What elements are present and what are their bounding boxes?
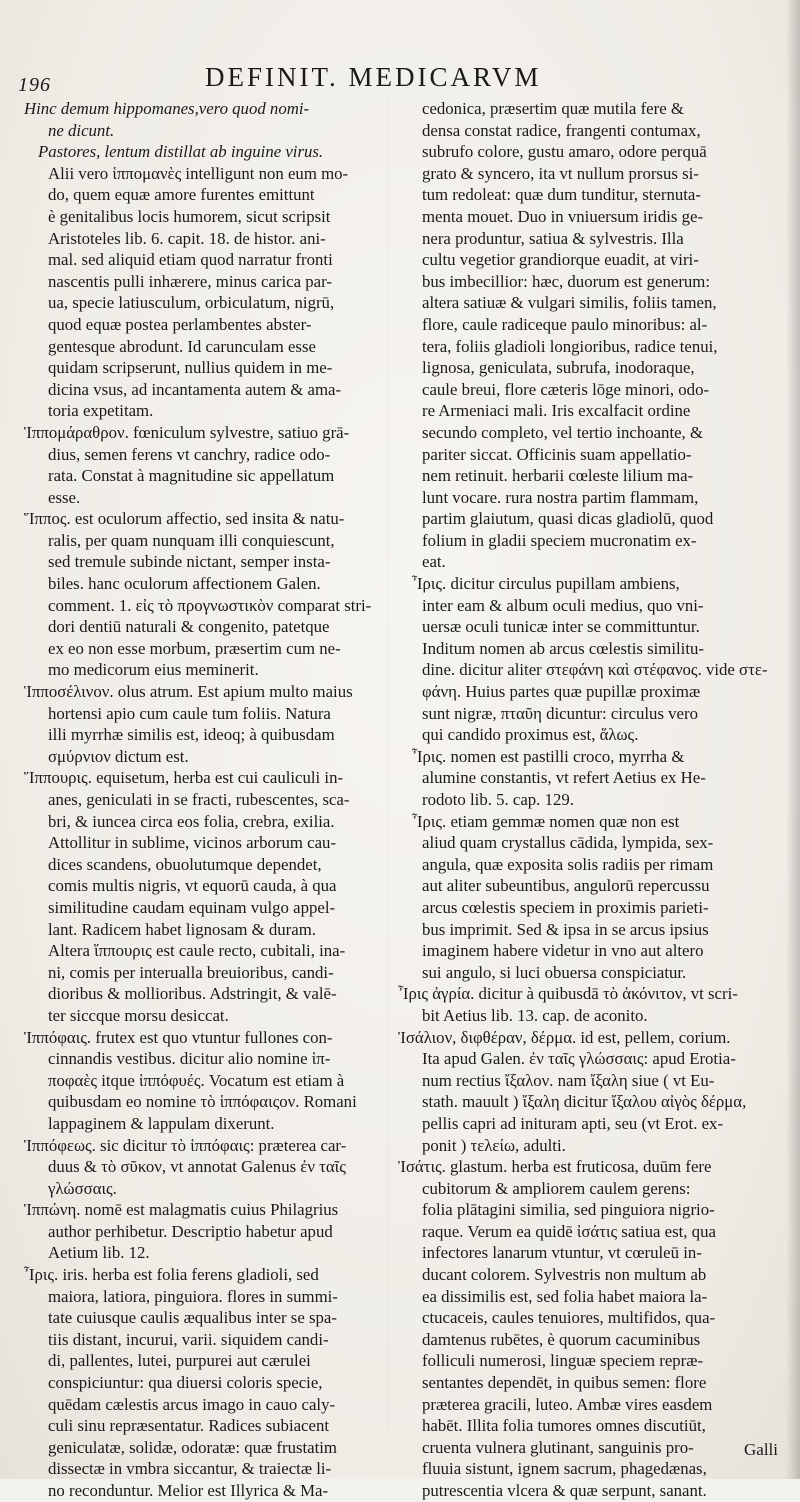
text-line: ctucaceis, caules tenuiores, multifidos, qua- <box>422 1308 716 1328</box>
text-line: Ἱππόφεως. sic dicitur τὸ ἱππόφαις: præterea car- <box>24 1135 347 1155</box>
text-line: ralis, per quam nunquam illi conquiescunt, <box>48 530 335 550</box>
text-line: Ita apud Galen. ἐν ταῖς γλώσσαις: apud Erotia- <box>422 1049 736 1069</box>
text-line: rata. Constat à magnitudine sic appellatum <box>48 466 335 486</box>
text-line: toria expetitam. <box>48 401 154 421</box>
text-line: quidam scripserunt, nullius quidem in me- <box>48 358 333 378</box>
text-line: nera produntur, satiua & sylvestris. Illa <box>422 228 684 248</box>
text-line: aliud quam crystallus cādida, lympida, sex- <box>422 833 714 853</box>
text-line: re Armeniaci mali. Iris excalfacit ordine <box>422 401 691 421</box>
text-line: præterea gracili, luteo. Ambæ vires easdem <box>422 1394 713 1414</box>
text-line: culi sinu repræsentatur. Radices subiacent <box>48 1416 330 1436</box>
text-line: quibusdam eo nomine τὸ ἱππόφαιςον. Romani <box>48 1092 357 1112</box>
text-line: sentantes dependēt, in quibus semen: flore <box>422 1373 707 1393</box>
text-line: lignosa, geniculata, subrufa, inodoraque, <box>422 358 695 378</box>
text-line: Ἵππουρις. equisetum, herba est cui cauliculi in- <box>24 768 344 788</box>
text-line: ποφαὲς itque ἱππόφυές. Vocatum est etiam à <box>48 1070 345 1090</box>
text-line: dices scandens, obuolutumque dependet, <box>48 854 322 874</box>
text-line: dori dentiū naturali & congenito, patetque <box>48 617 330 637</box>
text-line: flore, caule radiceque paulo minoribus: al- <box>422 314 708 334</box>
text-line: Aetium lib. 12. <box>48 1243 150 1263</box>
text-line: Ἵππος. est oculorum affectio, sed insita & natu- <box>24 509 345 529</box>
text-line: nascentis pulli inhærere, minus carica par- <box>48 271 332 291</box>
text-line: illi myrrhæ similis est, ideoq; à quibusdam <box>48 725 335 745</box>
text-line: γλώσσαις. <box>48 1178 117 1198</box>
page-number: 196 <box>18 74 51 96</box>
text-line: Alii vero ἱππομανὲς intelligunt non eum mo- <box>48 163 349 183</box>
text-line: Ἱππόφαις. frutex est quo vtuntur fullones con- <box>24 1027 333 1047</box>
text-line: bit Aetius lib. 13. cap. de aconito. <box>422 1005 648 1025</box>
text-line: cubitorum & ampliorem caulem gerens: <box>422 1178 691 1198</box>
text-line: φάνη. Huius partes quæ pupillæ proximæ <box>422 682 701 702</box>
text-line: nem retinuit. herbarii cœleste lilium ma- <box>422 466 694 486</box>
text-line: ponit ) τελείω, adulti. <box>422 1135 566 1155</box>
text-line: lant. Radicem habet lignosam & duram. <box>48 919 316 939</box>
text-line: ua, specie latiusculum, orbiculatum, nigrū, <box>48 293 335 313</box>
text-line: Ἶρις. iris. herba est folia ferens gladioli, sed <box>24 1265 319 1285</box>
column-gutter <box>388 98 389 1428</box>
text-line: raque. Verum ea quidē ἰσάτις satiua est, qua <box>422 1221 716 1241</box>
text-line: putrescentia vlcera & quæ serpunt, sanant. <box>422 1481 707 1500</box>
text-line: qui candido proximus est, ἅλως. <box>422 725 639 745</box>
right-column <box>398 98 780 1502</box>
text-line: fluuia sistunt, ignem sacrum, phagedænas, <box>422 1459 707 1479</box>
running-title: DEFINIT. MEDICARVM <box>205 62 542 92</box>
text-line: Attollitur in sublime, vicinos arborum cau- <box>48 833 337 853</box>
text-line: densa constat radice, frangenti contumax, <box>422 120 701 140</box>
text-line: sunt nigræ, πταῦη dicuntur: circulus vero <box>422 703 698 723</box>
text-line: tate cuiusque caulis æqualibus inter se spa- <box>48 1308 337 1328</box>
text-line: menta mouet. Duo in vniuersum iridis ge- <box>422 206 704 226</box>
text-line: è genitalibus locis humorem, sicut scripsit <box>48 206 331 226</box>
text-line: inter eam & album oculi medius, quo vni- <box>422 595 704 615</box>
text-line: quod equæ postea perlambentes abster- <box>48 314 312 334</box>
text-line: dissectæ in vmbra siccantur, & traiectæ li- <box>48 1459 332 1479</box>
text-line: caule breui, flore cæteris lōge minori, odo- <box>422 379 710 399</box>
text-line: sed tremule subinde nictant, semper insta- <box>48 552 331 572</box>
text-line: stath. mauult ) ἴξαλη dicitur ἴξαλου αἰγὸς δέρμα, <box>422 1092 747 1112</box>
text-line: bri, & iuncea circa eos folia, crebra, exilia. <box>48 811 335 831</box>
text-line: arcus cœlestis speciem in proximis parieti- <box>422 897 709 917</box>
text-line: mal. sed aliquid etiam quod narratur fronti <box>48 250 333 270</box>
text-line: Ἶρις. nomen est pastilli croco, myrrha & <box>412 746 685 766</box>
text-line: Ἰσάτις. glastum. herba est fruticosa, duūm fere <box>398 1157 712 1177</box>
text-line: dioribus & mollioribus. Adstringit, & valē- <box>48 984 337 1004</box>
text-line: Ἱππώνη. nomē est malagmatis cuius Philagrius <box>24 1200 339 1220</box>
text-line: similitudine caudam equinam vulgo appel- <box>48 897 336 917</box>
text-line: mo medicorum eius meminerit. <box>48 660 259 680</box>
text-line: subrufo colore, gustu amaro, odore perquā <box>422 142 707 162</box>
text-line: author perhibetur. Descriptio habetur apud <box>48 1221 333 1241</box>
text-line: cedonica, præsertim quæ mutila fere & <box>422 99 684 118</box>
text-line: ne dicunt. <box>48 120 115 140</box>
text-line: angula, quæ exposita solis radiis per rimam <box>422 854 714 874</box>
text-line: ea dissimilis est, sed folia habet maiora la- <box>422 1286 708 1306</box>
running-head <box>0 58 800 94</box>
text-line: ter siccque morsu desiccat. <box>48 1005 229 1025</box>
text-line: grato & syncero, ita vt nullum prorsus si- <box>422 163 699 183</box>
text-line: lunt vocare. rura nostra partim flammam, <box>422 487 699 507</box>
text-line: quēdam cælestis arcus imago in cauo caly- <box>48 1394 336 1414</box>
text-line: anes, geniculati in se fracti, rubescentes, sca- <box>48 790 350 809</box>
text-line: esse. <box>48 487 81 507</box>
catchword: Galli <box>744 1440 778 1459</box>
text-line: partim glaiutum, quasi dicas gladiolū, quod <box>422 509 714 529</box>
text-line: duus & τὸ σῦκον, vt annotat Galenus ἐν ταῖς <box>48 1157 346 1177</box>
text-line: comis multis nigris, vt equorū cauda, à qua <box>48 876 337 896</box>
page-edge-shadow <box>786 0 800 1479</box>
text-line: folium in gladii speciem mucronatim ex- <box>422 530 697 550</box>
text-line: hortensi apio cum caule tum foliis. Natura <box>48 703 331 723</box>
text-line: tiis distant, incurui, varii. siquidem candi- <box>48 1329 329 1349</box>
text-line: Ἶρις ἀγρία. dicitur à quibusdā τὸ ἀκόνιτον, vt scri- <box>398 984 738 1004</box>
text-line: σμύρνιον dictum est. <box>48 746 189 766</box>
text-line: pellis capri ad inituram apti, seu (vt Erot. ex- <box>422 1113 724 1133</box>
text-line: Hinc demum hippomanes,vero quod nomi- <box>24 99 310 118</box>
text-line: di, pallentes, lutei, purpurei aut cærulei <box>48 1351 311 1371</box>
text-line: geniculatæ, solidæ, odoratæ: quæ frustatim <box>48 1437 337 1457</box>
text-line: pariter siccat. Officinis suam appellatio- <box>422 444 692 464</box>
text-line: num rectius ἴξαλον. nam ἴξαλη siue ( vt Eu- <box>422 1070 715 1090</box>
text-line: ex eo non esse morbum, præsertim cum ne- <box>48 638 341 658</box>
text-line: dicina vsus, ad incantamenta autem & ama- <box>48 379 342 399</box>
text-line: gentesque abrodunt. Id carunculam esse <box>48 336 316 356</box>
text-line: aut aliter subeuntibus, angulorū repercussu <box>422 876 710 896</box>
text-line: tum redoleat: quæ dum tunditur, sternuta- <box>422 185 701 205</box>
text-line: comment. 1. εἰς τὸ προγνωστικὸν comparat stri- <box>48 595 372 615</box>
text-line: bus imbecillior: hæc, duorum est generum: <box>422 271 711 291</box>
text-line: biles. hanc oculorum affectionem Galen. <box>48 574 321 594</box>
text-line: infectores lanarum vtuntur, vt cœruleū in- <box>422 1243 702 1263</box>
text-line: no reconduntur. Melior est Illyrica & Ma- <box>48 1481 329 1500</box>
text-line: conspiciuntur: qua diuersi coloris specie, <box>48 1373 323 1393</box>
text-line: dius, semen ferens vt canchry, radice odo- <box>48 444 331 464</box>
text-line: Ἱπποσέλινον. olus atrum. Est apium multo maius <box>24 682 353 702</box>
text-line: Altera ἵππουρις est caule recto, cubitali, ina- <box>48 941 346 961</box>
text-line: Ἱππομάραθρον. fœniculum sylvestre, satiuo grā- <box>24 422 350 442</box>
text-line: folliculi numerosi, linguæ speciem repræ- <box>422 1351 704 1371</box>
text-line: ducant colorem. Sylvestris non multum ab <box>422 1265 707 1285</box>
text-line: Ἶρις. etiam gemmæ nomen quæ non est <box>412 811 680 831</box>
text-line: imaginem habere videtur in vno aut altero <box>422 941 704 961</box>
text-line: rodoto lib. 5. cap. 129. <box>422 790 574 809</box>
text-line: cruenta vulnera glutinant, sanguinis pro- <box>422 1437 694 1457</box>
text-line: ni, comis per interualla breuioribus, candi- <box>48 962 334 982</box>
text-line: Ἰσάλιον, διφθέραν, δέρμα. id est, pellem, corium. <box>398 1027 731 1047</box>
text-line: secundo completo, vel tertio inchoante, & <box>422 422 704 442</box>
text-line: dine. dicitur aliter στεφάνη καὶ στέφανος. vide στε- <box>422 660 768 680</box>
text-line: sui angulo, si luci obuersa conspiciatur. <box>422 962 687 982</box>
text-line: cultu vegetior grandiorque euadit, at viri- <box>422 250 699 270</box>
text-line: uersæ oculi tunicæ inter se committuntur. <box>422 617 700 637</box>
text-line: altera satiuæ & vulgari similis, foliis tamen, <box>422 293 717 313</box>
text-line: tera, foliis gladioli longioribus, radice tenui, <box>422 336 718 356</box>
text-line: lappaginem & lappulam dixerunt. <box>48 1113 275 1133</box>
text-line: maiora, latiora, pinguiora. flores in summi- <box>48 1286 338 1306</box>
text-line: Aristoteles lib. 6. capit. 18. de histor. ani- <box>48 228 326 248</box>
text-line: eat. <box>422 552 446 572</box>
text-line: Pastores, lentum distillat ab inguine virus. <box>38 142 324 162</box>
text-line: Inditum nomen ab arcus cœlestis similitu- <box>422 638 704 658</box>
text-line: do, quem equæ amore furentes emittunt <box>48 185 315 205</box>
text-line: alumine constantis, vt refert Aetius ex He- <box>422 768 706 788</box>
text-line: damtenus rubētes, è quorum cacuminibus <box>422 1329 701 1349</box>
text-line: habēt. Illita folia tumores omnes discutiūt, <box>422 1416 706 1436</box>
text-line: bus imprimit. Sed & ipsa in se arcus ipsius <box>422 919 709 939</box>
text-line: folia plātagini similia, sed pinguiora nigrio- <box>422 1200 715 1220</box>
text-line: Ἶρις. dicitur circulus pupillam ambiens, <box>412 574 680 594</box>
left-column <box>24 98 396 1502</box>
text-line: cinnandis vestibus. dicitur alio nomine ἱπ- <box>48 1049 331 1069</box>
